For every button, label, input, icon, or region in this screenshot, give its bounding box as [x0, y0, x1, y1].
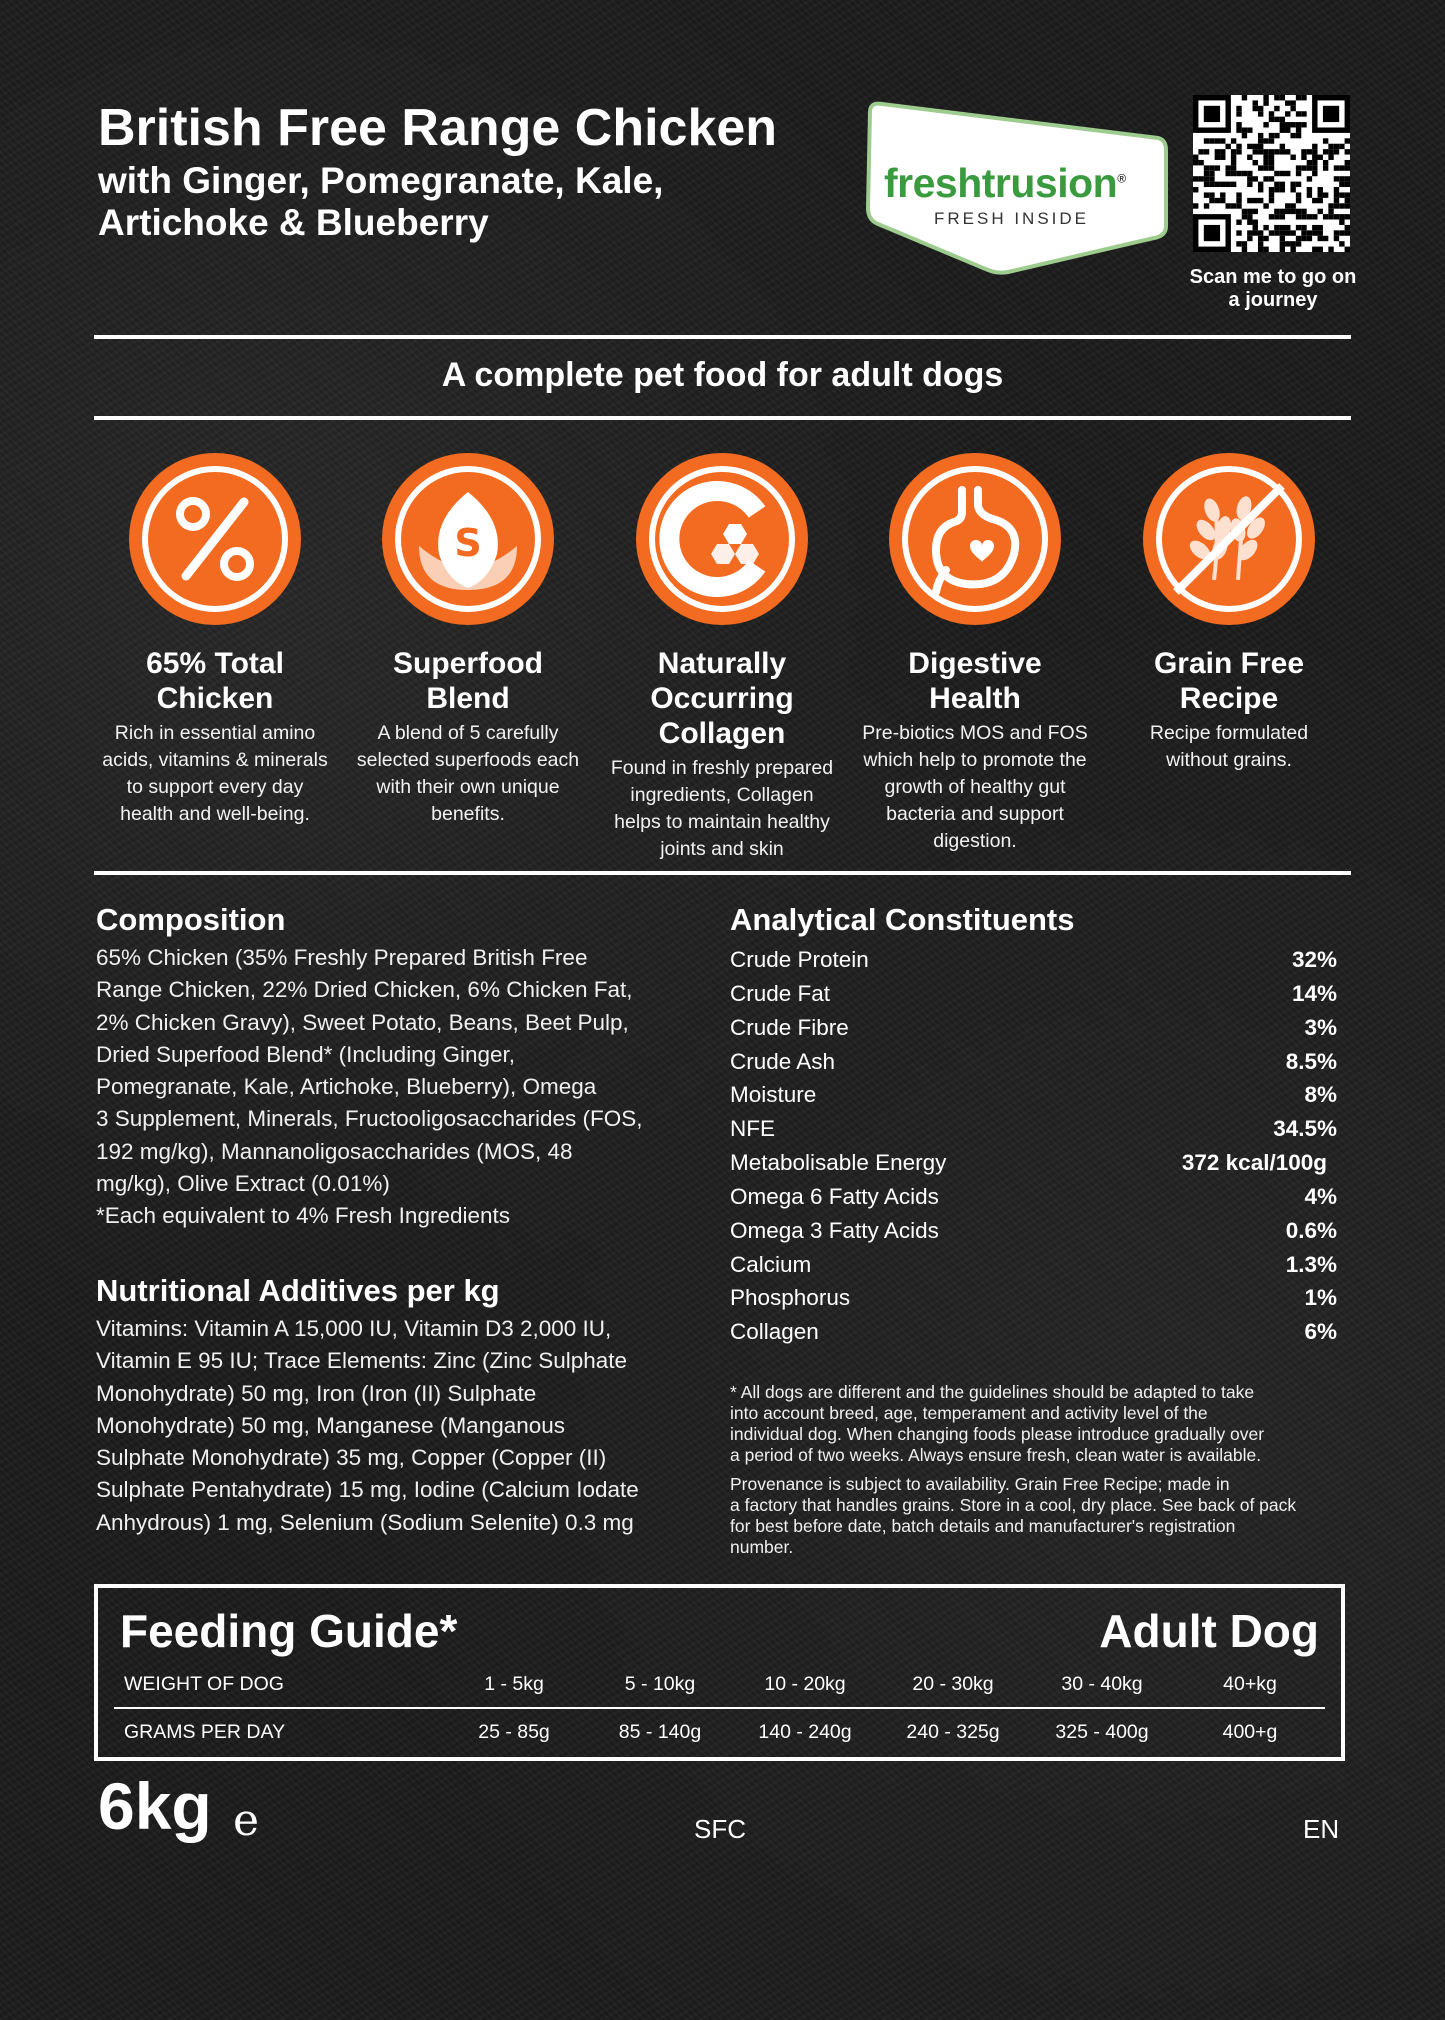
feature-superfood-blend [343, 450, 593, 828]
feature-title: Grain Free Recipe [1153, 647, 1305, 715]
feature-title: Naturally Occurring Collagen [650, 647, 794, 750]
grams-cell: 25 - 85g [478, 1721, 550, 1743]
additives-text: Vitamins: Vitamin A 15,000 IU, Vitamin D3 2,000 IU, Vitamin E 95 IU; Trace Elements: Zinc (Zinc Sulphate Monohydrate) 50 mg, Iron (Iron (II) Sulphate Monohydrate) 50 mg, Manganese (Manganous Sulphate Monohydrate) 35 mg, Copper (Copper (II) Sulphate Pentahydrate) 15 mg, Iodine (Calcium Iodate Anhydrous) 1 mg, Selenium (Sodium Selenite) 0.3 mg [96, 1316, 639, 1535]
composition-text: 65% Chicken (35% Freshly Prepared British Free Range Chicken, 22% Dried Chicken, 6% Chicken Fat, 2% Chicken Gravy), Sweet Potato, Beans, Beet Pulp, Dried Superfood Blend* (Including Ginger, Pomegranate, Kale, Artichoke, Blueberry), Omega 3 Supplement, Minerals, Fructooligosaccharides (FOS, 192 mg/kg), Mannanoligosaccharides (MOS, 48 mg/kg), Olive Extract (0.01%) *Each equivalent to 4% Fresh Ingredients [96, 945, 643, 1229]
product-title: British Free Range Chicken [98, 99, 778, 157]
feeding-guide-target: Adult Dog [1099, 1605, 1319, 1657]
analytical-row: Phosphorus 1% [730, 1285, 1337, 1310]
analytical-row: NFE 34.5% [730, 1116, 1337, 1141]
net-weight: 6kg [98, 1769, 212, 1843]
feature-title: Digestive Health [908, 647, 1042, 715]
feature-desc: Pre-biotics MOS and FOS which help to promote the growth of healthy gut bacteria and support digestion. [862, 722, 1088, 852]
weight-cell: 1 - 5kg [484, 1673, 544, 1695]
stomach-heart-icon [886, 450, 1064, 628]
feature-title: 65% Total Chicken [146, 647, 284, 715]
feature-total-chicken [90, 450, 340, 828]
e-mark: e [233, 1795, 260, 1846]
analytical-row: Metabolisable Energy 372 kcal/100g [730, 1150, 1327, 1175]
divider [94, 335, 1351, 339]
analytical-row: Crude Protein 32% [730, 947, 1337, 972]
divider [94, 871, 1351, 875]
feeding-divider [114, 1707, 1325, 1709]
product-subtitle [98, 160, 798, 244]
sfc-code: SFC [694, 1814, 746, 1844]
qr-caption-line: a journey [1228, 289, 1318, 311]
divider [94, 416, 1351, 420]
weight-cell: 40+kg [1223, 1673, 1277, 1695]
composition-section [96, 902, 716, 1233]
percent-icon [126, 450, 304, 628]
grams-cell: 85 - 140g [618, 1721, 702, 1743]
grams-cell: 325 - 400g [1055, 1721, 1149, 1743]
feature-grain-free [1104, 450, 1354, 774]
additives-section [96, 1273, 716, 1539]
subtitle-line: Artichoke & Blueberry [98, 202, 489, 243]
feature-desc: Found in freshly prepared ingredients, Collagen helps to maintain healthy joints and skin [610, 757, 834, 860]
analytical-row: Crude Fibre 3% [730, 1015, 1337, 1040]
analytical-row: Omega 6 Fatty Acids 4% [730, 1184, 1337, 1209]
analytical-row: Moisture 8% [730, 1082, 1337, 1107]
language-code: EN [1303, 1814, 1340, 1844]
feature-desc: A blend of 5 carefully selected superfoods each with their own unique benefits. [356, 722, 580, 825]
grams-label: GRAMS PER DAY [124, 1721, 286, 1743]
grams-cell: 140 - 240g [758, 1721, 852, 1743]
qr-caption [1170, 266, 1376, 312]
additives-heading: Nutritional Additives per kg [96, 1273, 500, 1308]
weight-cell: 20 - 30kg [912, 1673, 994, 1695]
feature-title: Superfood Blend [393, 647, 543, 715]
analytical-row: Crude Ash 8.5% [730, 1049, 1337, 1074]
leaf-dollar-icon [379, 450, 557, 628]
weight-cell: 30 - 40kg [1061, 1673, 1143, 1695]
qr-code[interactable] [1193, 95, 1350, 252]
feature-collagen [597, 450, 847, 863]
feeding-guide [94, 1584, 1345, 1761]
grams-cell: 240 - 325g [906, 1721, 1000, 1743]
logo-tagline: FRESH INSIDE [934, 209, 1090, 228]
logo-brand: freshtrusion® [884, 160, 1126, 206]
feature-digestive-health [850, 450, 1100, 855]
weight-cell: 5 - 10kg [624, 1673, 696, 1695]
composition-heading: Composition [96, 902, 286, 937]
freshtrusion-logo [858, 96, 1170, 276]
analytical-row: Crude Fat 14% [730, 981, 1337, 1006]
analytical-row: Calcium 1.3% [730, 1252, 1337, 1277]
grams-cell: 400+g [1222, 1721, 1278, 1743]
tagline: A complete pet food for adult dogs [441, 356, 1004, 394]
weight-cell: 10 - 20kg [764, 1673, 846, 1695]
feeding-guide-title: Feeding Guide* [120, 1605, 458, 1657]
feature-desc: Rich in essential amino acids, vitamins & minerals to support every day health and well-being. [102, 722, 328, 825]
grain-free-icon [1140, 450, 1318, 628]
guideline-note: * All dogs are different and the guidelines should be adapted to take into account breed, age, temperament and activity level of the individual dog. When changing foods please introduce gradually over a period of two weeks. Always ensure fresh, clean water is available. [730, 1382, 1265, 1465]
weight-label: WEIGHT OF DOG [124, 1673, 284, 1695]
analytical-row: Collagen 6% [730, 1319, 1337, 1344]
qr-caption-line: Scan me to go on [1189, 266, 1357, 288]
provenance-note: Provenance is subject to availability. Grain Free Recipe; made in a factory that handles grains. Store in a cool, dry place. See back of pack for best before date, batch details and manufacturer's registration number. [730, 1474, 1297, 1557]
subtitle-line: with Ginger, Pomegranate, Kale, [98, 160, 664, 201]
feature-desc: Recipe formulated without grains. [1149, 722, 1309, 771]
analytical-heading: Analytical Constituents [730, 902, 1075, 937]
analytical-row: Omega 3 Fatty Acids 0.6% [730, 1218, 1337, 1243]
svg-text:S: S [454, 521, 482, 565]
collagen-c-icon [633, 450, 811, 628]
